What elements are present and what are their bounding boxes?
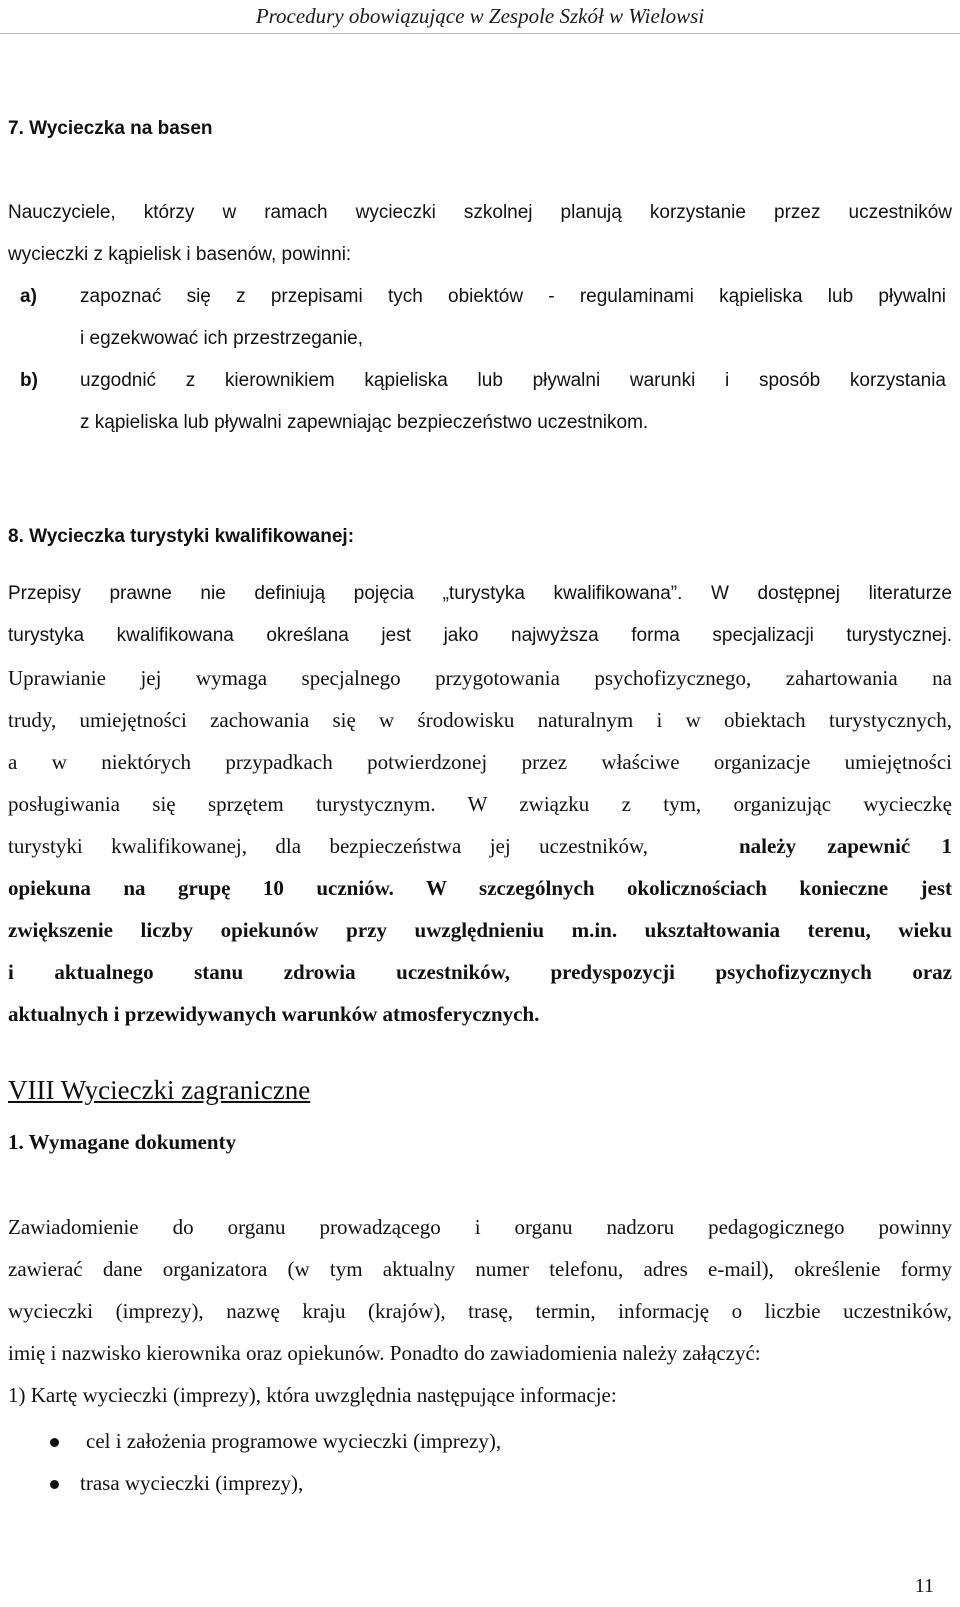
header-rule	[0, 33, 960, 34]
list-item-b-line-2: z kąpieliska lub pływalni zapewniając bezpieczeństwo uczestnikom.	[80, 412, 649, 433]
s8-line-11: aktualnych i przewidywanych warunków atmosferycznych.	[8, 1002, 540, 1026]
section-7-title: 7. Wycieczka na basen	[8, 118, 213, 139]
page-header: Procedury obowiązujące w Zespole Szkół w Wielowsi	[255, 4, 705, 28]
s9-para-line-4: imię i nazwisko kierownika oraz opiekunów. Ponadto do zawiadomienia należy załączyć:	[8, 1341, 761, 1365]
bullet-icon	[50, 1480, 59, 1489]
section-8-title: 8. Wycieczka turystyki kwalifikowanej:	[8, 526, 355, 547]
s8-line-7-bold: należy zapewnić 1	[739, 834, 952, 858]
list-label-a: a)	[20, 286, 37, 307]
s8-line-6: posługiwania się sprzętem turystycznym. W związku z tym, organizując wycieczkę	[8, 792, 952, 816]
s8-line-8: opiekuna na grupę 10 uczniów. W szczególnych okolicznościach konieczne jest	[8, 876, 952, 900]
s9-para-line-3: wycieczki (imprezy), nazwę kraju (krajów), trasę, termin, informację o liczbie uczestników,	[8, 1299, 952, 1323]
s9-para-line-5: 1) Kartę wycieczki (imprezy), która uwzględnia następujące informacje:	[8, 1383, 617, 1407]
section-viii-title: VIII Wycieczki zagraniczne	[8, 1075, 311, 1105]
bullet-icon	[50, 1438, 59, 1447]
s8-line-10: i aktualnego stanu zdrowia uczestników, predyspozycji psychofizycznych oraz	[8, 960, 952, 984]
s8-line-7-regular: turystyki kwalifikowanej, dla bezpieczeństwa jej uczestników,	[8, 834, 648, 858]
s9-para-line-2: zawierać dane organizatora (w tym aktualny numer telefonu, adres e-mail), określenie formy	[8, 1257, 952, 1281]
s8-line-9: zwiększenie liczby opiekunów przy uwzględnieniu m.in. ukształtowania terenu, wieku	[8, 918, 952, 942]
list-label-b: b)	[20, 370, 38, 391]
bullet-item: trasa wycieczki (imprezy),	[80, 1471, 304, 1495]
section-viii-subtitle: 1. Wymagane dokumenty	[8, 1130, 237, 1154]
bullet-item: cel i założenia programowe wycieczki (imprezy),	[86, 1429, 502, 1453]
s8-line-3: Uprawianie jej wymaga specjalnego przygotowania psychofizycznego, zahartowania na	[8, 666, 952, 690]
s9-para-line-1: Zawiadomienie do organu prowadzącego i organu nadzoru pedagogicznego powinny	[8, 1215, 952, 1239]
list-item-a-line-1: zapoznać się z przepisami tych obiektów - regulaminami kąpieliska lub pływalni	[80, 286, 946, 307]
s8-line-5: a w niektórych przypadkach potwierdzonej przez właściwe organizacje umiejętności	[8, 750, 952, 774]
page-number: 11	[914, 1575, 934, 1597]
s7-intro-line-1: Nauczyciele, którzy w ramach wycieczki szkolnej planują korzystanie przez uczestników	[8, 202, 952, 223]
s8-line-1: Przepisy prawne nie definiują pojęcia „turystyka kwalifikowana”. W dostępnej literaturze	[8, 583, 952, 604]
s8-line-4: trudy, umiejętności zachowania się w środowisku naturalnym i w obiektach turystycznych,	[8, 708, 952, 732]
s7-intro-line-2: wycieczki z kąpielisk i basenów, powinni:	[8, 244, 352, 265]
s8-line-2: turystyka kwalifikowana określana jest jako najwyższa forma specjalizacji turystycznej.	[8, 625, 952, 646]
list-item-b-line-1: uzgodnić z kierownikiem kąpieliska lub pływalni warunki i sposób korzystania	[80, 370, 946, 391]
list-item-a-line-2: i egzekwować ich przestrzeganie,	[80, 328, 364, 349]
